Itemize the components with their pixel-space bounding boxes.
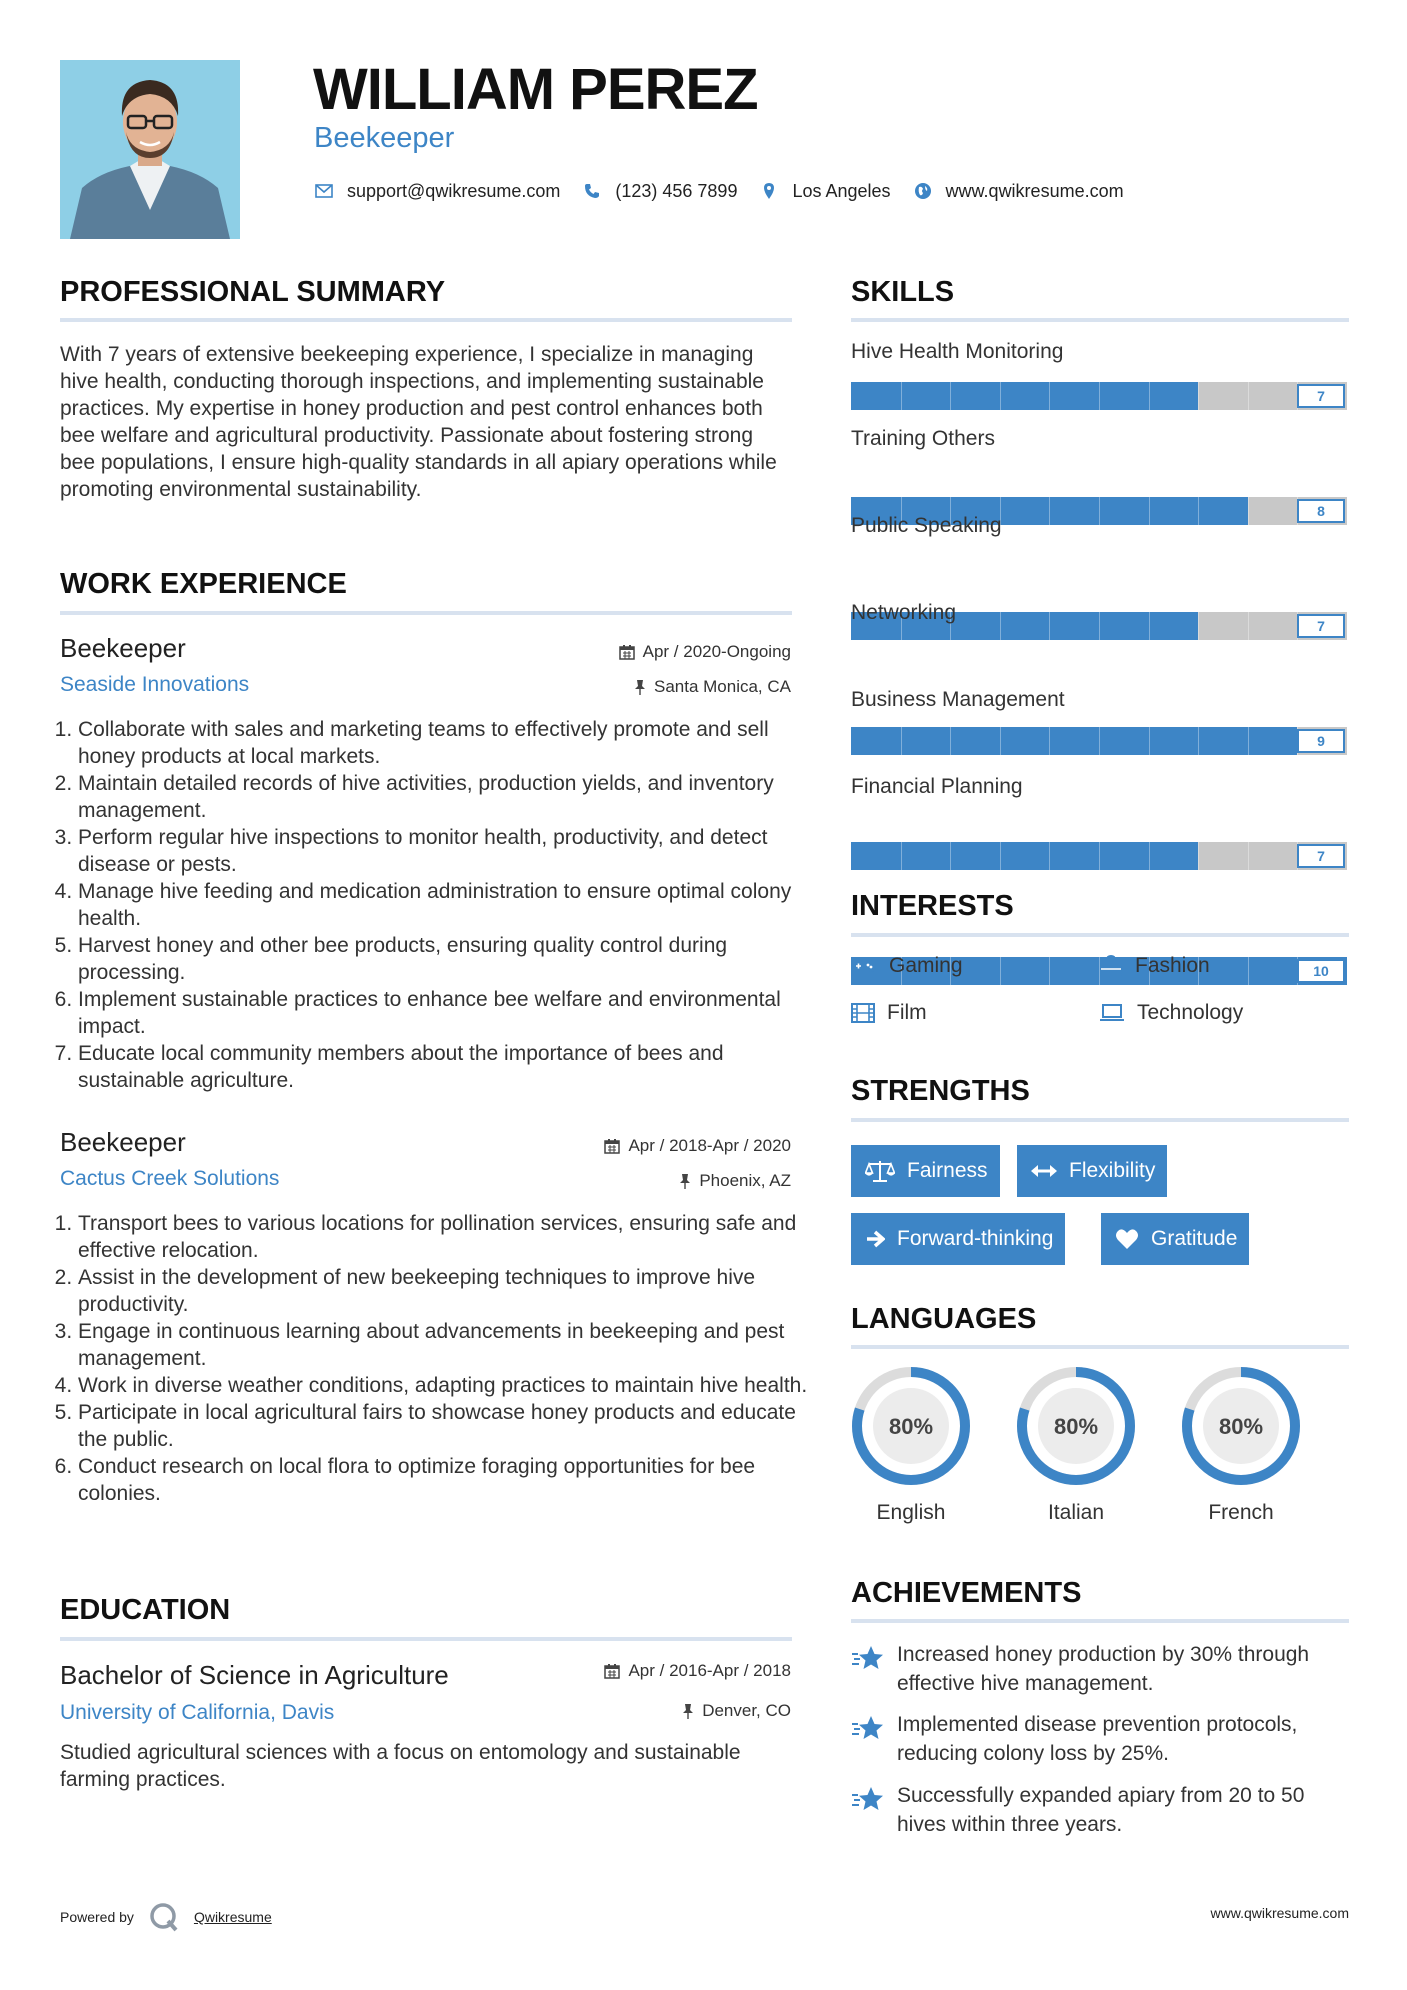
qwikresume-link[interactable]: Qwikresume	[193, 1909, 272, 1925]
calendar-icon	[604, 1663, 620, 1679]
arrows-horizontal-icon	[1031, 1164, 1057, 1178]
strengths-heading: STRENGTHS	[851, 1075, 1030, 1107]
summary-heading: PROFESSIONAL SUMMARY	[60, 276, 446, 308]
language-item	[849, 1364, 973, 1525]
calendar-icon	[619, 644, 635, 660]
skill-bar-segment	[1049, 497, 1050, 525]
candidate-title: Beekeeper	[314, 122, 455, 154]
skill-bar-segment	[1049, 842, 1050, 870]
skill-label: Hive Health Monitoring	[851, 340, 1064, 363]
summary-text: With 7 years of extensive beekeeping experience, I specialize in managing hive health, conducting thorough inspections, and implementing sustainable practices. My expertise in honey production and pest control enhances both bee welfare and agricultural productivity. Passionate about fostering strong bee populations, I ensure high-quality standards in all apiary operations while promoting environmental sustainability.	[60, 343, 777, 501]
star-badge-icon	[851, 1714, 885, 1742]
summary-divider	[60, 318, 792, 322]
pushpin-icon	[682, 1703, 694, 1719]
powered-by-text: Powered by	[60, 1909, 134, 1925]
interest-label: Gaming	[889, 954, 963, 977]
list-item: 3. Engage in continuous learning about advancements in beekeeping and pest management.	[78, 1318, 810, 1372]
list-item: 1. Collaborate with sales and marketing teams to effectively promote and sell honey products at local markets.	[78, 716, 810, 770]
skill-bar-segment	[1248, 727, 1249, 755]
skill-level-value: 8	[1297, 499, 1345, 523]
skill-bar-segment	[950, 842, 951, 870]
contact-email[interactable]	[314, 181, 560, 202]
skill-bar-segment	[1099, 842, 1100, 870]
skill-bar-segment	[1000, 382, 1001, 410]
skill-level-value: 10	[1297, 959, 1345, 983]
skill-bar-fill	[851, 842, 1198, 870]
achievement-item	[851, 1710, 1349, 1768]
education-divider	[60, 1637, 792, 1641]
language-item	[1179, 1364, 1303, 1525]
skill-bar	[851, 727, 1347, 755]
achievement-item	[851, 1781, 1349, 1839]
job-1-location-text: Santa Monica, CA	[653, 677, 791, 696]
skill-label: Public Speaking	[851, 514, 1002, 537]
skill-bar-segment	[1000, 612, 1001, 640]
job-1-company: Seaside Innovations	[60, 673, 250, 696]
skill-bar-segment	[1049, 957, 1050, 985]
education-date-text: Apr / 2016-Apr / 2018	[628, 1661, 791, 1680]
star-badge-icon	[851, 1644, 885, 1672]
strength-flexibility	[1017, 1145, 1167, 1197]
job-2-date	[604, 1136, 791, 1156]
skill-bar-segment	[1000, 727, 1001, 755]
skill-bar-segment	[1149, 612, 1150, 640]
language-percent: 80%	[1218, 1414, 1264, 1439]
skill-bar-segment	[1198, 842, 1199, 870]
list-item: 2. Assist in the development of new beekeeping techniques to improve hive productivity.	[78, 1264, 810, 1318]
education-description: Studied agricultural sciences with a focus on entomology and sustainable farming practices.	[60, 1741, 741, 1791]
laptop-icon	[1099, 1004, 1125, 1022]
skill-bar-segment	[1149, 842, 1150, 870]
skill-bar-segment	[1099, 382, 1100, 410]
language-percent: 80%	[1053, 1414, 1099, 1439]
skill-bar-segment	[1198, 612, 1199, 640]
education-location-text: Denver, CO	[702, 1701, 791, 1720]
job-2-company: Cactus Creek Solutions	[60, 1167, 280, 1190]
strength-forward-thinking	[851, 1213, 1065, 1265]
achievement-text: Increased honey production by 30% through effective hive management.	[897, 1643, 1310, 1695]
pushpin-icon	[679, 1173, 691, 1189]
contact-phone[interactable]	[582, 181, 737, 202]
strength-fairness	[851, 1145, 1000, 1197]
footer-url[interactable]: www.qwikresume.com	[1210, 1905, 1349, 1921]
strengths-divider	[851, 1118, 1349, 1122]
job-2-location	[679, 1171, 791, 1191]
arrow-right-icon	[865, 1229, 885, 1249]
skill-bar-segment	[1099, 497, 1100, 525]
education-school: University of California, Davis	[60, 1701, 335, 1724]
pushpin-icon	[634, 679, 646, 695]
list-item: 5. Participate in local agricultural fairs to showcase honey products and educate the public.	[78, 1399, 810, 1453]
job-2-date-text: Apr / 2018-Apr / 2020	[628, 1136, 791, 1155]
skill-bar	[851, 382, 1347, 410]
heart-icon	[1115, 1228, 1139, 1250]
skill-bar-segment	[1099, 612, 1100, 640]
job-1-bullets	[60, 716, 810, 1094]
language-ring	[1179, 1364, 1303, 1488]
skill-bar-segment	[901, 727, 902, 755]
balance-scale-icon	[865, 1159, 895, 1183]
job-1-role: Beekeeper	[60, 633, 186, 663]
languages-heading: LANGUAGES	[851, 1303, 1037, 1335]
work-divider	[60, 611, 792, 615]
skill-bar-segment	[1149, 382, 1150, 410]
achievement-text: Implemented disease prevention protocols, reducing colony loss by 25%.	[897, 1713, 1298, 1765]
shopping-bag-icon	[1099, 955, 1123, 977]
job-2-role: Beekeeper	[60, 1127, 186, 1157]
skill-bar-segment	[901, 382, 902, 410]
profile-photo	[60, 60, 240, 239]
envelope-icon	[314, 181, 334, 201]
skill-bar-fill	[851, 727, 1297, 755]
gamepad-icon	[851, 958, 877, 974]
contact-location-text: Los Angeles	[792, 180, 891, 201]
list-item: 6. Conduct research on local flora to optimize foraging opportunities for bee colonies.	[78, 1453, 810, 1507]
skill-bar-segment	[1248, 842, 1249, 870]
contact-location	[759, 181, 890, 202]
skill-bar-segment	[1049, 382, 1050, 410]
skill-bar-segment	[901, 842, 902, 870]
skills-divider	[851, 318, 1349, 322]
language-item	[1014, 1364, 1138, 1525]
skill-bar-segment	[1149, 497, 1150, 525]
list-item: 3. Perform regular hive inspections to monitor health, productivity, and detect disease or pests.	[78, 824, 810, 878]
job-1-date	[619, 642, 791, 662]
job-2-location-text: Phoenix, AZ	[699, 1171, 791, 1190]
interest-label: Fashion	[1135, 954, 1210, 977]
qwikresume-logo-icon	[148, 1901, 180, 1933]
job-1-location	[634, 677, 791, 697]
language-name: English	[876, 1501, 946, 1524]
phone-icon	[582, 181, 602, 201]
skills-heading: SKILLS	[851, 276, 955, 308]
skill-bar-segment	[1049, 727, 1050, 755]
list-item: 7. Educate local community members about the importance of bees and sustainable agriculture.	[78, 1040, 810, 1094]
skill-bar-segment	[1248, 612, 1249, 640]
list-item: 4. Manage hive feeding and medication administration to ensure optimal colony health.	[78, 878, 810, 932]
skill-level-value: 7	[1297, 384, 1345, 408]
interest-film	[851, 1001, 927, 1025]
interest-label: Film	[887, 1001, 927, 1024]
interest-label: Technology	[1137, 1001, 1244, 1024]
skill-bar-fill	[851, 382, 1198, 410]
strength-label: Fairness	[907, 1159, 988, 1182]
interest-fashion	[1099, 954, 1210, 978]
skill-bar-segment	[1000, 957, 1001, 985]
contact-email-text: support@qwikresume.com	[347, 180, 561, 201]
footer-powered-by	[60, 1901, 272, 1933]
skill-bar-segment	[950, 382, 951, 410]
skill-bar-segment	[1198, 727, 1199, 755]
list-item: 4. Work in diverse weather conditions, adapting practices to maintain hive health.	[78, 1372, 810, 1399]
skill-label: Training Others	[851, 427, 995, 450]
languages-divider	[851, 1345, 1349, 1349]
list-item: 5. Harvest honey and other bee products, ensuring quality control during processing.	[78, 932, 810, 986]
interests-divider	[851, 933, 1349, 937]
skill-level-value: 9	[1297, 729, 1345, 753]
skill-bar-segment	[1099, 727, 1100, 755]
interest-gaming	[851, 954, 963, 978]
language-percent: 80%	[888, 1414, 934, 1439]
map-marker-icon	[759, 181, 779, 201]
strength-label: Flexibility	[1069, 1159, 1156, 1182]
calendar-icon	[604, 1138, 620, 1154]
skill-bar-segment	[1049, 612, 1050, 640]
achievement-item	[851, 1640, 1349, 1698]
education-location	[682, 1701, 791, 1721]
work-heading: WORK EXPERIENCE	[60, 568, 347, 600]
skill-level-value: 7	[1297, 844, 1345, 868]
skill-bar-segment	[1149, 727, 1150, 755]
contact-website-text: www.qwikresume.com	[945, 180, 1124, 201]
skill-bar	[851, 842, 1347, 870]
skill-label: Networking	[851, 601, 957, 624]
skill-bar-segment	[1000, 842, 1001, 870]
contact-phone-text: (123) 456 7899	[615, 180, 738, 201]
achievements-heading: ACHIEVEMENTS	[851, 1577, 1082, 1609]
achievements-divider	[851, 1619, 1349, 1623]
education-degree: Bachelor of Science in Agriculture	[60, 1660, 449, 1690]
candidate-name: WILLIAM PEREZ	[313, 57, 758, 122]
skill-bar-segment	[1248, 497, 1249, 525]
film-icon	[851, 1003, 875, 1023]
contact-bar	[314, 176, 1146, 206]
strength-gratitude	[1101, 1213, 1249, 1265]
skill-level-value: 7	[1297, 614, 1345, 638]
strength-label: Gratitude	[1151, 1227, 1238, 1250]
strength-label: Forward-thinking	[897, 1227, 1054, 1250]
skill-label: Financial Planning	[851, 775, 1023, 798]
language-ring	[1014, 1364, 1138, 1488]
language-name: French	[1208, 1501, 1274, 1524]
language-ring	[849, 1364, 973, 1488]
skill-bar-segment	[1198, 497, 1199, 525]
language-name: Italian	[1047, 1501, 1105, 1524]
skill-bar-segment	[950, 727, 951, 755]
list-item: 2. Maintain detailed records of hive activities, production yields, and inventory management.	[78, 770, 810, 824]
education-heading: EDUCATION	[60, 1594, 231, 1626]
interest-technology	[1099, 1001, 1243, 1025]
skill-bar-segment	[1248, 957, 1249, 985]
star-badge-icon	[851, 1785, 885, 1813]
skill-label: Business Management	[851, 688, 1065, 711]
skill-bar-segment	[1198, 382, 1199, 410]
education-date	[604, 1661, 791, 1681]
job-2-bullets	[60, 1210, 810, 1507]
list-item: 6. Implement sustainable practices to enhance bee welfare and environmental impact.	[78, 986, 810, 1040]
skill-bar-segment	[1248, 382, 1249, 410]
interests-heading: INTERESTS	[851, 890, 1014, 922]
globe-icon	[913, 181, 933, 201]
achievement-text: Successfully expanded apiary from 20 to 50 hives within three years.	[897, 1784, 1305, 1836]
list-item: 1. Transport bees to various locations for pollination services, ensuring safe and effective relocation.	[78, 1210, 810, 1264]
contact-website[interactable]	[913, 181, 1124, 202]
job-1-date-text: Apr / 2020-Ongoing	[642, 642, 791, 661]
